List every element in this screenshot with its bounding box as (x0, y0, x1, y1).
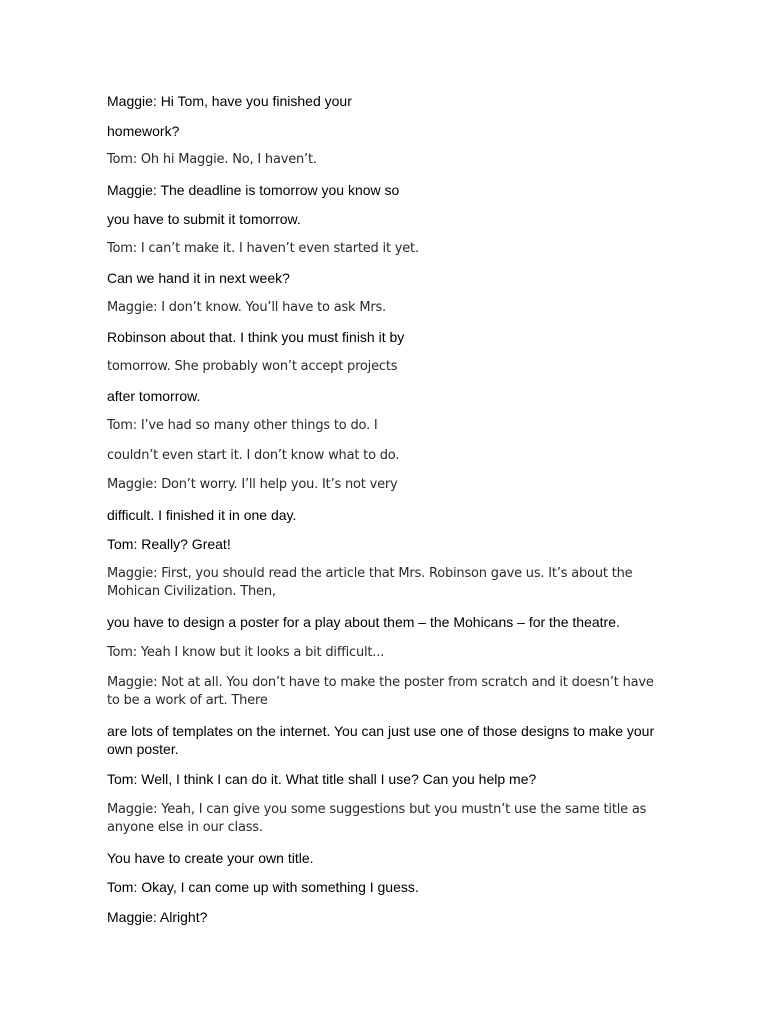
dialogue-line-22: Tom: Well, I think I can do it. What title shall I use? Can you help me? (107, 771, 537, 787)
dialogue-line-25: Tom: Okay, I can come up with something I guess. (107, 879, 419, 895)
dialogue-line-10: tomorrow. She probably won’t accept projects (107, 359, 398, 374)
dialogue-line-12: Tom: I’ve had so many other things to do. I (107, 418, 378, 433)
dialogue-line-21: are lots of templates on the internet. You can just use one of those designs to make your own poster. (107, 723, 655, 757)
dialogue-line-1: Maggie: Hi Tom, have you finished your (107, 93, 352, 109)
dialogue-line-8: Maggie: I don’t know. You’ll have to ask Mrs. (107, 300, 386, 315)
dialogue-line-5: you have to submit it tomorrow. (107, 211, 301, 227)
dialogue-line-16: Tom: Really? Great! (107, 536, 231, 552)
dialogue-line-26: Maggie: Alright? (107, 909, 208, 925)
dialogue-line-2: homework? (107, 123, 180, 139)
dialogue-line-24: You have to create your own title. (107, 850, 314, 866)
dialogue-line-23: Maggie: Yeah, I can give you some suggestions but you mustn’t use the same title as anyone else in our class. (107, 802, 647, 835)
dialogue-line-9: Robinson about that. I think you must finish it by (107, 329, 405, 345)
dialogue-line-6: Tom: I can’t make it. I haven’t even started it yet. (107, 241, 419, 256)
dialogue-line-7: Can we hand it in next week? (107, 270, 290, 286)
dialogue-line-13: couldn’t even start it. I don’t know what to do. (107, 448, 400, 463)
dialogue-line-11: after tomorrow. (107, 388, 201, 404)
dialogue-line-4: Maggie: The deadline is tomorrow you know so (107, 182, 400, 198)
dialogue-line-17: Maggie: First, you should read the article that Mrs. Robinson gave us. It’s about the Mohican Civilization. Then, (107, 566, 633, 599)
dialogue-line-15: difficult. I finished it in one day. (107, 507, 297, 523)
dialogue-line-19: Tom: Yeah I know but it looks a bit difficult... (107, 645, 385, 660)
dialogue-line-3: Tom: Oh hi Maggie. No, I haven’t. (107, 152, 317, 167)
dialogue-line-14: Maggie: Don’t worry. I’ll help you. It’s not very (107, 477, 398, 492)
dialogue-line-18: you have to design a poster for a play about them – the Mohicans – for the theatre. (107, 614, 620, 630)
dialogue-line-20: Maggie: Not at all. You don’t have to make the poster from scratch and it doesn’t have to be a work of art. There (107, 675, 654, 708)
